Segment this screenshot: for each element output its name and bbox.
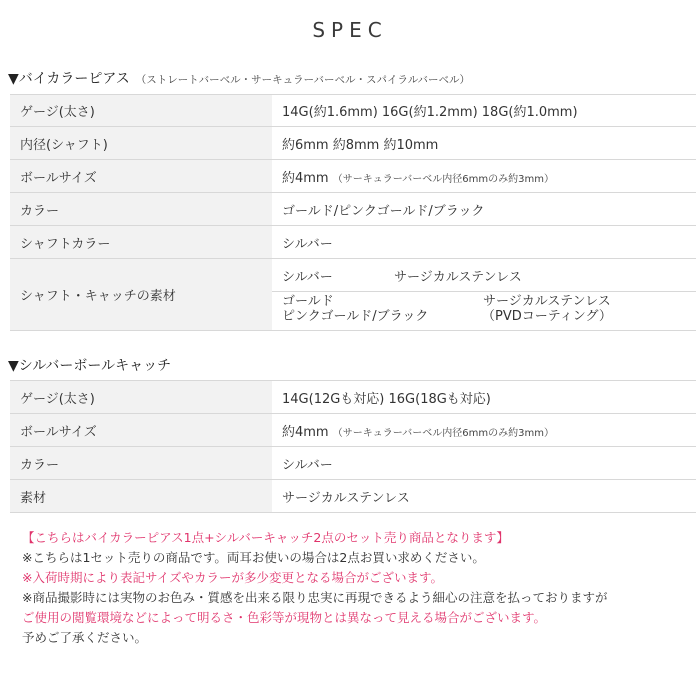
- material-color-gold: ゴールド: [282, 293, 334, 309]
- section2-spec-table: [10, 380, 696, 513]
- spec-value: シルバー: [272, 447, 696, 480]
- spec-value: 約4mm: [282, 424, 329, 440]
- spec-row-material: [10, 259, 696, 331]
- note-line: ※入荷時期により表記サイズやカラーが多少変更となる場合がございます。: [22, 570, 443, 585]
- spec-label: 内径(シャフト): [10, 127, 272, 160]
- spec-row-ball-size: [10, 160, 696, 193]
- spec-label: 素材: [10, 480, 272, 513]
- spec-value: シルバー: [272, 226, 696, 259]
- material-color-silver: シルバー: [282, 269, 333, 285]
- spec-label: カラー: [10, 447, 272, 480]
- spec-row-color: [10, 193, 696, 226]
- spec-row-inner-diameter: [10, 127, 696, 160]
- page-title: SPEC: [312, 18, 388, 42]
- note-line: 【こちらはバイカラーピアス1点+シルバーキャッチ2点のセット売り商品となります】: [22, 530, 509, 545]
- spec-material-cell: [272, 259, 696, 331]
- note-line: ※商品撮影時には実物のお色み・質感を出来る限り忠実に再現できるよう細心の注意を払っておりますが: [22, 590, 608, 605]
- notes-block: [22, 528, 607, 648]
- material-colors-2: [282, 294, 482, 324]
- material-name-2a: サージカルステンレス: [483, 293, 611, 309]
- material-line-1: [272, 260, 696, 292]
- material-color-pinkgold-black: ピンクゴールド/ブラック: [282, 308, 429, 324]
- spec-value: 約6mm 約8mm 約10mm: [272, 127, 696, 160]
- spec-value: 14G(約1.6mm) 16G(約1.2mm) 18G(約1.0mm): [272, 95, 696, 127]
- spec-value: ゴールド/ピンクゴールド/ブラック: [272, 193, 696, 226]
- spec-row-gauge: [10, 95, 696, 127]
- spec-value-cell: [272, 160, 696, 193]
- material-name-2: [482, 294, 612, 324]
- note-line: ご使用の閲覧環境などによって明るさ・色彩等が現物とは異なって見える場合がございます。: [22, 610, 547, 625]
- spec-label: ゲージ(太さ): [10, 381, 272, 414]
- spec-row-material: [10, 480, 696, 513]
- spec-row-shaft-color: [10, 226, 696, 259]
- section1-spec-table: [10, 94, 696, 331]
- spec-row-color: [10, 447, 696, 480]
- spec-value-note: （サーキュラーバーベル内径6mmのみ約3mm）: [332, 427, 554, 439]
- material-line-2: [272, 292, 696, 330]
- spec-value-note: （サーキュラーバーベル内径6mmのみ約3mm）: [332, 173, 554, 185]
- section1-subheading: （ストレートバーベル・サーキュラーバーベル・スパイラルバーベル）: [135, 74, 471, 86]
- spec-label: シャフトカラー: [10, 226, 272, 259]
- spec-label: ボールサイズ: [10, 414, 272, 447]
- section1-heading-text: ▼バイカラーピアス: [8, 71, 130, 87]
- spec-value: サージカルステンレス: [272, 480, 696, 513]
- note-line: 予めご了承ください。: [22, 630, 148, 645]
- note-line: ※こちらは1セット売りの商品です。両耳お使いの場合は2点お買い求めください。: [22, 550, 485, 565]
- spec-value-cell: [272, 414, 696, 447]
- section2-heading: ▼シルバーボールキャッチ: [8, 358, 172, 374]
- spec-value: 約4mm: [282, 170, 329, 186]
- spec-label: シャフト・キャッチの素材: [10, 259, 272, 331]
- spec-row-gauge: [10, 381, 696, 414]
- material-name-2b: （PVDコーティング）: [482, 308, 612, 324]
- spec-label: カラー: [10, 193, 272, 226]
- material-name-1: サージカルステンレス: [394, 269, 522, 285]
- section1-heading: [8, 68, 470, 88]
- spec-row-ball-size: [10, 414, 696, 447]
- spec-label: ボールサイズ: [10, 160, 272, 193]
- spec-label: ゲージ(太さ): [10, 95, 272, 127]
- spec-value: 14G(12Gも対応) 16G(18Gも対応): [272, 381, 696, 414]
